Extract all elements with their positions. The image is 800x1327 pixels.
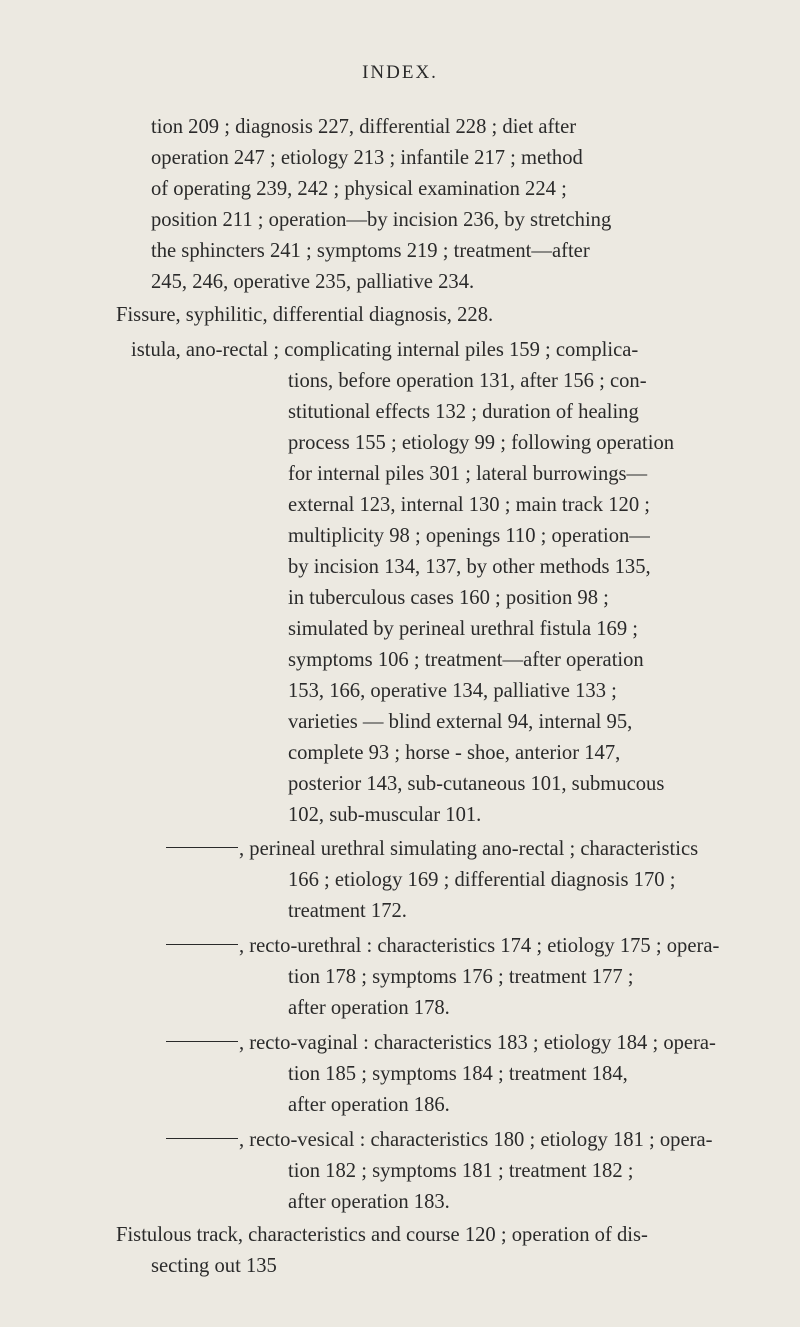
entry-heading-line: , recto-vaginal : characteristics 183 ; etiology 184 ; opera- <box>166 1028 716 1058</box>
entry-line: the sphincters 241 ; symptoms 219 ; treatment—after <box>151 240 590 262</box>
entry-line: 102, sub-muscular 101. <box>288 804 482 826</box>
entry-line: tion 178 ; symptoms 176 ; treatment 177 ; <box>288 966 634 988</box>
entry-line: stitutional effects 132 ; duration of healing <box>288 401 639 423</box>
entry-line: simulated by perineal urethral fistula 169 ; <box>288 618 638 640</box>
entry-line: symptoms 106 ; treatment—after operation <box>288 649 644 671</box>
ditto-dash <box>166 1138 238 1139</box>
entry-heading-line: istula, ano-rectal ; complicating internal piles 159 ; complica- <box>131 339 639 361</box>
ditto-dash <box>166 847 238 848</box>
entry-line: process 155 ; etiology 99 ; following operation <box>288 432 675 454</box>
entry-heading-line: , recto-vesical : characteristics 180 ; etiology 181 ; opera- <box>166 1125 712 1155</box>
entry-heading-line: Fissure, syphilitic, differential diagnosis, 228. <box>116 304 494 326</box>
entry-line: for internal piles 301 ; lateral burrowings— <box>288 463 648 485</box>
entry-line: position 211 ; operation—by incision 236, by stretching <box>151 209 612 231</box>
entry-line: external 123, internal 130 ; main track 120 ; <box>288 494 650 516</box>
entry-heading-line: , perineal urethral simulating ano-rectal ; characteristics <box>166 834 698 864</box>
entry-line: secting out 135 <box>151 1255 277 1277</box>
entry-line: 245, 246, operative 235, palliative 234. <box>151 271 475 293</box>
entry-line: complete 93 ; horse - shoe, anterior 147, <box>288 742 621 764</box>
entry-line: posterior 143, sub-cutaneous 101, submucous <box>288 773 665 795</box>
ditto-dash <box>166 944 238 945</box>
entry-line: of operating 239, 242 ; physical examination 224 ; <box>151 178 567 200</box>
entry-line: tion 185 ; symptoms 184 ; treatment 184, <box>288 1063 628 1085</box>
page-header: INDEX. <box>362 62 438 83</box>
entry-line: in tuberculous cases 160 ; position 98 ; <box>288 587 609 609</box>
entry-line: tion 182 ; symptoms 181 ; treatment 182 ; <box>288 1160 634 1182</box>
entry-heading-line: , recto-urethral : characteristics 174 ; etiology 175 ; opera- <box>166 931 719 961</box>
entry-line: multiplicity 98 ; openings 110 ; operation— <box>288 525 650 547</box>
entry-line: treatment 172. <box>288 900 407 922</box>
entry-line: operation 247 ; etiology 213 ; infantile 217 ; method <box>151 147 583 169</box>
entry-line: by incision 134, 137, by other methods 135, <box>288 556 651 578</box>
entry-line: 153, 166, operative 134, palliative 133 ; <box>288 680 617 702</box>
entry-line: 166 ; etiology 169 ; differential diagnosis 170 ; <box>288 869 676 891</box>
ditto-dash <box>166 1041 238 1042</box>
entry-line: tions, before operation 131, after 156 ; con- <box>288 370 647 392</box>
entry-heading-line: Fistulous track, characteristics and course 120 ; operation of dis- <box>116 1224 648 1246</box>
entry-line: varieties — blind external 94, internal 95, <box>288 711 633 733</box>
entry-line: after operation 183. <box>288 1191 450 1213</box>
entry-line: tion 209 ; diagnosis 227, differential 228 ; diet after <box>151 116 577 138</box>
entry-line: after operation 178. <box>288 997 450 1019</box>
entry-line: after operation 186. <box>288 1094 450 1116</box>
